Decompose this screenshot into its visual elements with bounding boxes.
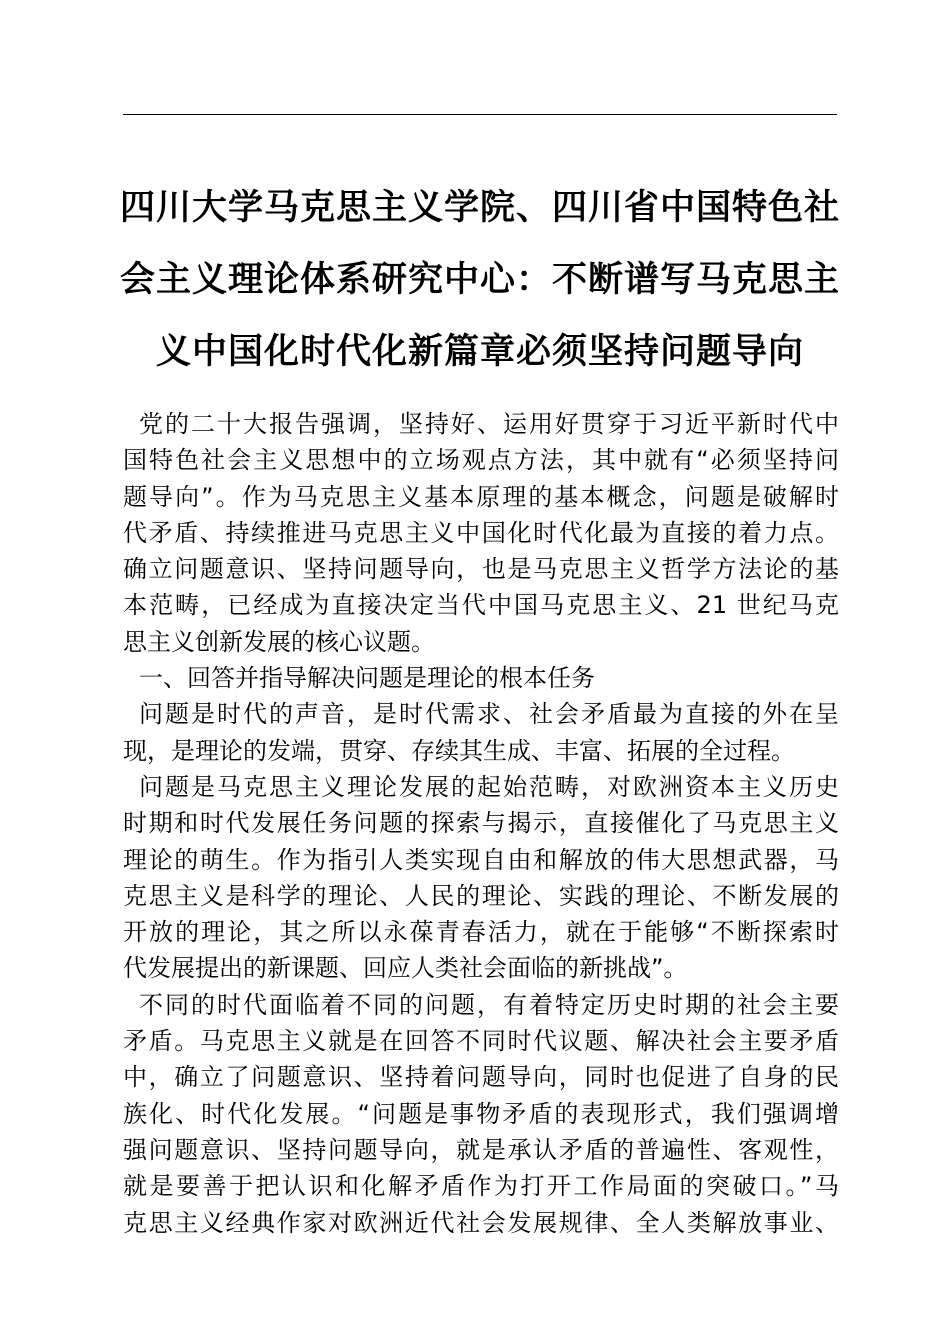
paragraph-line: 时期和时代发展任务问题的探索与揭示，直接催化了马克思主义 bbox=[123, 809, 839, 838]
paragraph-line: 理论的萌生。作为指引人类实现自由和解放的伟大思想武器，马 bbox=[123, 845, 839, 874]
paragraph-line: 现，是理论的发端，贯穿、存续其生成、丰富、拓展的全过程。 bbox=[123, 736, 795, 765]
title-line: 会主义理论体系研究中心：不断谱写马克思主 bbox=[119, 260, 840, 300]
paragraph-line: 矛盾。马克思主义就是在回答不同时代议题、解决社会主要矛盾 bbox=[123, 1027, 839, 1056]
paragraph-line: 问题是马克思主义理论发展的起始范畴，对欧洲资本主义历史 bbox=[139, 772, 839, 801]
paragraph-line: 开放的理论，其之所以永葆青春活力，就在于能够“不断探索时 bbox=[123, 918, 839, 947]
header-rule bbox=[123, 114, 837, 115]
paragraph-line: 克思主义经典作家对欧洲近代社会发展规律、全人类解放事业、 bbox=[123, 1208, 839, 1237]
paragraph-line: 不同的时代面临着不同的问题，有着特定历史时期的社会主要 bbox=[139, 990, 839, 1019]
document-title bbox=[118, 172, 842, 388]
paragraph-line: 强问题意识、坚持问题导向，就是承认矛盾的普遍性、客观性， bbox=[123, 1135, 839, 1164]
title-line: 义中国化时代化新篇章必须坚持问题导向 bbox=[155, 332, 804, 372]
paragraph-line: 族化、时代化发展。“问题是事物矛盾的表现形式，我们强调增 bbox=[123, 1099, 839, 1128]
section-heading: 一、回答并指导解决问题是理论的根本任务 bbox=[139, 664, 595, 693]
paragraph-line: 代发展提出的新课题、回应人类社会面临的新挑战”。 bbox=[123, 954, 688, 983]
paragraph-line: 确立问题意识、坚持问题导向，也是马克思主义哲学方法论的基 bbox=[123, 555, 839, 584]
paragraph-line: 思主义创新发展的核心议题。 bbox=[123, 627, 435, 656]
paragraph-line: 国特色社会主义思想中的立场观点方法，其中就有“必须坚持问 bbox=[123, 446, 839, 475]
paragraph-line: 代矛盾、持续推进马克思主义中国化时代化最为直接的着力点。 bbox=[123, 518, 839, 547]
paragraph-line: 党的二十大报告强调，坚持好、运用好贯穿于习近平新时代中 bbox=[139, 410, 839, 438]
paragraph-line: 本范畴，已经成为直接决定当代中国马克思主义、21 世纪马克 bbox=[123, 591, 839, 620]
paragraph-line: 克思主义是科学的理论、人民的理论、实践的理论、不断发展的 bbox=[123, 881, 839, 910]
paragraph-line: 题导向”。作为马克思主义基本原理的基本概念，问题是破解时 bbox=[123, 482, 839, 511]
title-line: 四川大学马克思主义学院、四川省中国特色社 bbox=[119, 188, 840, 228]
paragraph-line: 中，确立了问题意识、坚持着问题导向，同时也促进了自身的民 bbox=[123, 1063, 839, 1092]
paragraph-line: 就是要善于把认识和化解矛盾作为打开工作局面的突破口。”马 bbox=[123, 1172, 839, 1201]
paragraph-line: 问题是时代的声音，是时代需求、社会矛盾最为直接的外在呈 bbox=[139, 700, 839, 729]
document-body bbox=[123, 406, 839, 1241]
